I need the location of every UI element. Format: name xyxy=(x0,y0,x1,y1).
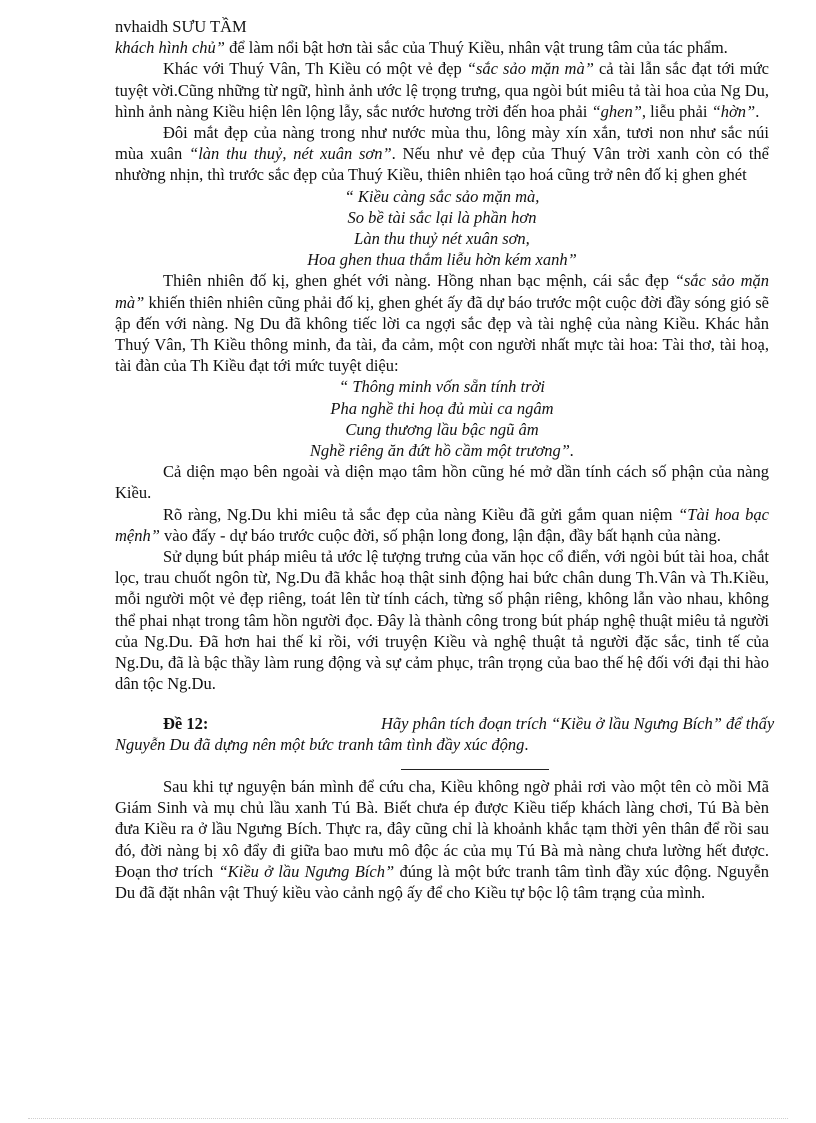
paragraph-ngung-bich xyxy=(115,776,769,903)
page-header: nvhaidh SƯU TẦM xyxy=(115,17,247,36)
exercise-number: Đề 12: xyxy=(163,713,209,733)
text-span: Sau khi tự nguyện bán mình để cứu cha, Kiều không ngờ phải rơi vào một tên cò mồi Mã Giám Sinh và mụ chủ lầu xanh Tú Bà. Biết chưa ép được Kiều tiếp khách làng chơi, Tú Bà bèn đưa Kiều ra ở lầu Ngưng Bích. Thực ra, đây cũng chỉ là khoảnh khắc tạm thời yên thân để rồi sau đó, đời nàng bị xô đẩy đi giữa bao mưu mô độc ác của mụ Tú Bà mà nàng chưa lường hết được. Đoạn thơ trích xyxy=(115,776,769,881)
exercise-question-line1: Hãy phân tích đoạn trích “Kiều ở lầu Ngưng Bích” để thấy xyxy=(381,713,775,733)
italic-span: “Kiều ở lầu Ngưng Bích” xyxy=(218,861,395,881)
italic-span: “hờn” xyxy=(711,101,756,121)
exercise-question-period: . xyxy=(524,734,529,754)
paragraph-eyes xyxy=(115,122,769,186)
paragraph-intro-italic: khách hình chủ” xyxy=(115,38,225,58)
poem-line: “ Thông minh vốn sẵn tính trời xyxy=(339,377,545,397)
text-span: vào đấy - dự báo trước cuộc đời, số phận long đong, lận đận, đầy bất hạnh của nàng. xyxy=(159,525,721,545)
poem-quote-2 xyxy=(115,376,769,461)
text-span: cả tài lẫn sắc đạt tới mức tuyệt vời.Cũng những từ ngữ, hình ảnh ước lệ trọng trưng, qua ngòi bút miêu tả tài hoa của Ng Du, hình ảnh nàng Kiều hiện lên lộng lẫy, sắc nước hương trời đến hoa phải xyxy=(115,59,769,121)
poem-line: Cung thương lầu bậc ngũ âm xyxy=(345,419,539,439)
paragraph-intro xyxy=(115,37,769,58)
paragraph-intro-text: để làm nổi bật hơn tài sắc của Thuý Kiều, nhân vật trung tâm của tác phẩm. xyxy=(224,38,728,58)
poem-line: Pha nghề thi hoạ đủ mùi ca ngâm xyxy=(330,398,554,418)
italic-span: “sắc sảo mặn mà” xyxy=(466,59,594,79)
poem-line: Nghề riêng ăn đứt hồ cầm một trương”. xyxy=(309,441,575,461)
italic-span: “ghen” xyxy=(591,101,642,121)
italic-span: “Tài hoa bạc mệnh” xyxy=(115,504,770,545)
exercise-question-line2 xyxy=(115,734,769,755)
italic-span: “làn thu thuỷ, nét xuân sơn” xyxy=(189,144,392,164)
text-span: Rõ ràng, Ng.Du khi miêu tả sắc đẹp của nàng Kiều đã gửi gắm quan niệm xyxy=(163,504,679,524)
italic-span: “sắc sảo mặn mà” xyxy=(115,271,769,312)
exercise-question-text: Nguyễn Du đã dựng nên một bức tranh tâm tình đầy xúc động xyxy=(115,734,525,754)
poem-line: “ Kiều càng sắc sảo mặn mà, xyxy=(344,186,540,206)
paragraph-nature-envy xyxy=(115,270,769,376)
section-divider xyxy=(401,769,549,770)
text-span: . Nếu như vẻ đẹp của Thuý Vân trời xanh còn có thể nhường nhịn, thì trước sắc đẹp của Thuý Kiều, thiên nhiên tạo hoá cũng trở nên đố kị ghen ghét xyxy=(115,144,770,185)
paragraph-kieu-beauty xyxy=(115,58,769,122)
document-page xyxy=(115,16,775,903)
text-span: khiến thiên nhiên cũng phải đố kị, ghen ghét ấy đã dự báo trước một cuộc đời đầy sóng gió sẽ ập đến với nàng. Ng Du đã không tiếc lời ca ngợi sắc đẹp và tài nghệ của nàng Kiều. Khác hẳn Thuý Vân, Th Kiều thông minh, đa tài, đa cảm, một con người nhất mực tài hoa: Tài thơ, tài hoạ, tài đàn của Th Kiều đạt tới mức tuyệt diệu: xyxy=(115,292,769,376)
exercise-12-title xyxy=(115,713,775,734)
paragraph-talent-fate xyxy=(115,504,769,546)
poem-line: Làn thu thuỷ nét xuân sơn, xyxy=(354,229,530,249)
paragraph-appearance: Cả diện mạo bên ngoài và diện mạo tâm hồn cũng hé mở dần tính cách số phận của nàng Kiều. xyxy=(115,462,769,503)
paragraph-conclusion: Sử dụng bút pháp miêu tả ước lệ tượng trưng của văn học cổ điển, với ngòi bút tài hoa, chắt lọc, trau chuốt ngôn từ, Ng.Du đã khắc hoạ thật sinh động hai bức chân dung Th.Vân và Th.Kiều, mỗi người một vẻ đẹp riêng, toát lên từ tính cách, từng số phận riêng, không lẫn vào nhau, không thể phai nhạt trong tâm hồn người đọc. Đây là thành công trong bút pháp nghệ thuật miêu tả người của Ng.Du. Đã hơn hai thế kỉ rồi, với truyện Kiều và nghệ thuật tả người đặc sắc, tinh tế của Ng.Du, đã là bậc thầy làm rung động và sự cảm phục, trân trọng của bao thế hệ đối với đại thi hào dân tộc Ng.Du. xyxy=(115,547,769,694)
text-span: Thiên nhiên đố kị, ghen ghét với nàng. Hồng nhan bạc mệnh, cái sắc đẹp xyxy=(163,271,675,291)
page-bottom-border xyxy=(28,1118,788,1119)
poem-line: Hoa ghen thua thắm liễu hờn kém xanh” xyxy=(307,250,577,270)
text-span: , liễu phải xyxy=(641,101,712,121)
poem-line: So bề tài sắc lại là phần hơn xyxy=(347,207,537,227)
poem-quote-1 xyxy=(115,186,769,271)
text-span: Đôi mắt đẹp của nàng trong như nước mùa thu, lông mày xín xắn, tươi non như sắc núi mùa xuân xyxy=(115,123,769,164)
text-span: đúng là một bức tranh tâm tình đầy xúc động. Nguyễn Du đã đặt nhân vật Thuý kiều vào cảnh ngộ ấy để cho Kiều tự bộc lộ tâm trạng của mình. xyxy=(115,861,769,902)
text-span: Khác với Thuý Vân, Th Kiều có một vẻ đẹp xyxy=(163,59,467,79)
text-span: . xyxy=(755,101,760,121)
